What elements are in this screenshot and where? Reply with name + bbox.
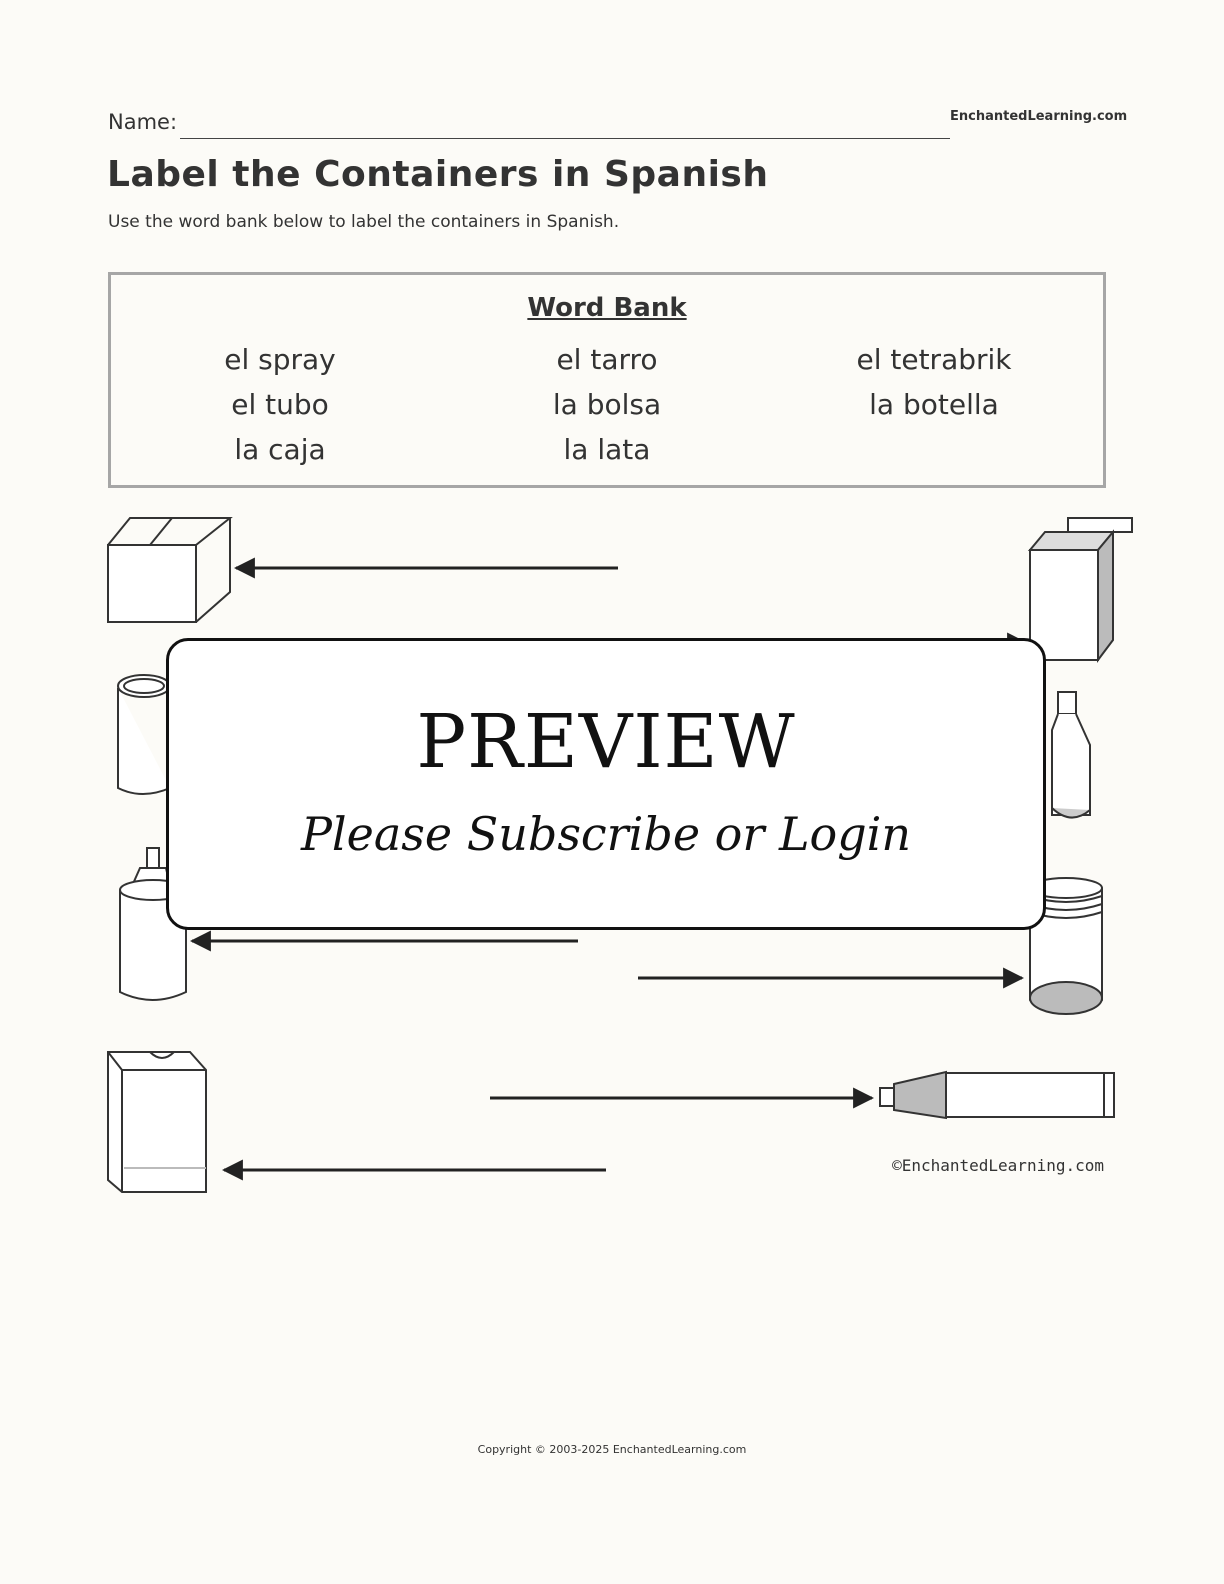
word-bank-word: el tarro [556, 343, 658, 376]
box-icon [108, 518, 230, 622]
can-icon [118, 675, 170, 794]
word-bank-word: la botella [869, 388, 999, 421]
preview-title: PREVIEW [416, 699, 796, 785]
word-bank-word: la lata [563, 433, 651, 466]
footer-copyright: Copyright © 2003-2025 EnchantedLearning.com [477, 1443, 747, 1456]
bottle-icon [1052, 692, 1090, 818]
tube-icon [880, 1072, 1114, 1118]
preview-overlay[interactable] [166, 638, 1046, 930]
subscribe-login-link[interactable]: Please Subscribe or Login [300, 807, 912, 861]
word-bank-word: el tetrabrik [856, 343, 1012, 376]
page-title: Label the Containers in Spanish [107, 154, 769, 195]
name-label: Name: [108, 110, 178, 134]
instructions: Use the word bank below to label the containers in Spanish. [108, 212, 620, 232]
word-bank-word: el spray [224, 343, 336, 376]
carton-icon [1030, 518, 1132, 660]
image-credit: ©EnchantedLearning.com [892, 1156, 1104, 1175]
word-bank-title: Word Bank [527, 293, 687, 323]
word-bank-word: el tubo [231, 388, 329, 421]
brand-logo: EnchantedLearning.com [950, 109, 1128, 124]
word-bank-word: la caja [234, 433, 326, 466]
word-bank-word: la bolsa [552, 388, 662, 421]
bag-icon [108, 1052, 206, 1192]
